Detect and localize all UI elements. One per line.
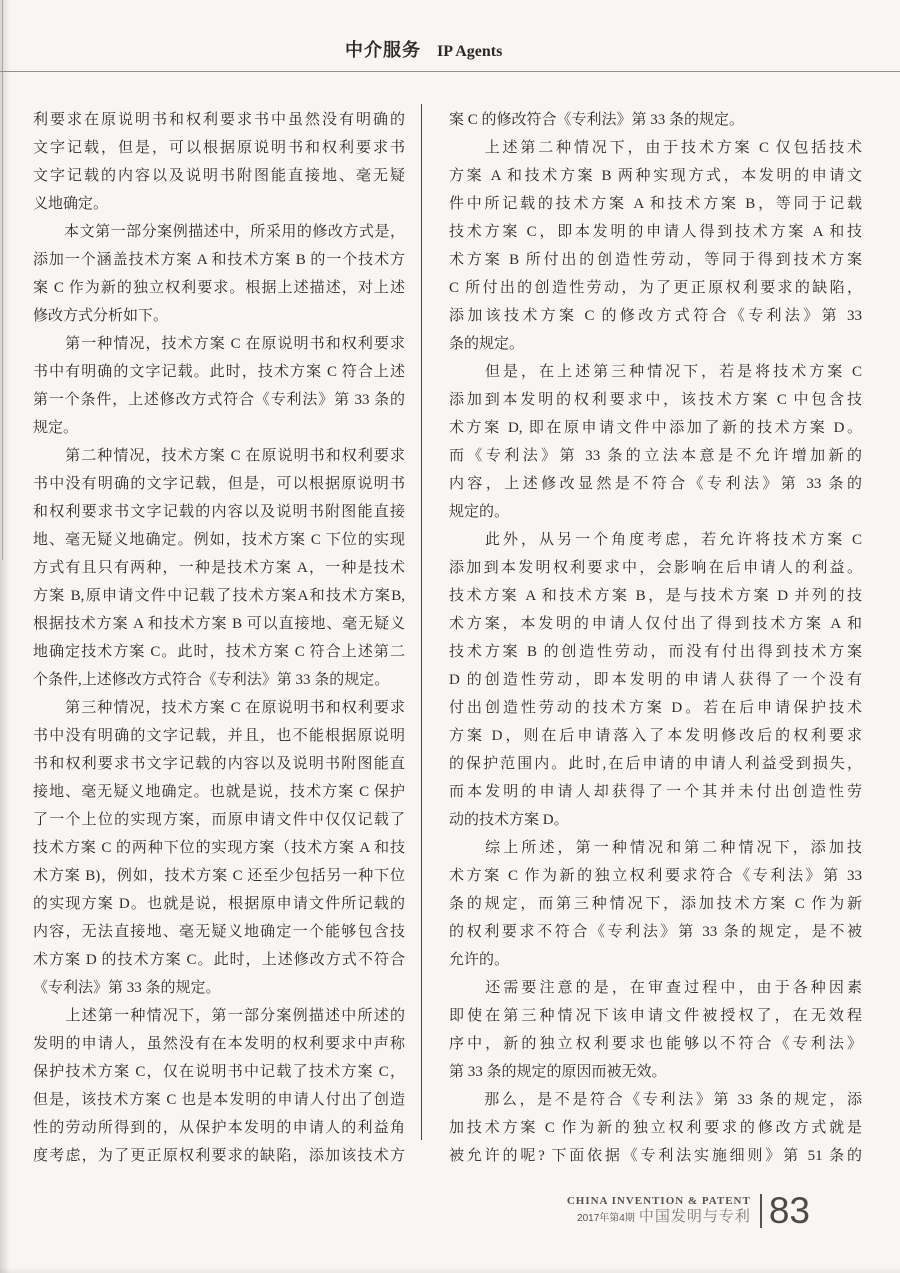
text-line: 被允许的呢? 下面依据《专利法实施细则》第 51 条的 (449, 1148, 862, 1164)
text-line: 但是，该技术方案 C 也是本发明的申请人付出了创造 (33, 1092, 405, 1108)
journal-name-en: CHINA INVENTION & PATENT (566, 1194, 751, 1207)
text-line: 接地、毫无疑义地确定。也就是说，技术方案 C 保护 (33, 784, 405, 800)
section-title-cn: 中介服务 (345, 40, 421, 60)
text-line: 书和权利要求书文字记载的内容以及说明书附图能直 (33, 756, 405, 772)
text-line: 术方案 D 的技术方案 C。此时，上述修改方式不符合 (33, 952, 405, 968)
text-line: 和权利要求书文字记载的内容以及说明书附图能直接 (33, 504, 405, 520)
text-line: 术方案 B 所付出的创造性劳动，等同于得到技术方案 (449, 252, 862, 268)
text-line: 而本发明的申请人却获得了一个其并未付出创造性劳 (449, 784, 862, 800)
text-line: 个条件,上述修改方式符合《专利法》第 33 条的规定。 (33, 672, 390, 688)
text-line: 技术方案 C 的两种下位的实现方案（技术方案 A 和技 (33, 840, 405, 856)
text-line: 技术方案 B 的创造性劳动，而没有付出得到技术方案 (449, 644, 862, 660)
text-line: 文字记载，但是，可以根据原说明书和权利要求书 (33, 140, 405, 156)
text-line: 动的技术方案 D。 (449, 812, 569, 828)
text-line: 内容，上述修改显然是不符合《专利法》第 33 条的 (449, 476, 862, 492)
text-line: 了一个上位的实现方案，而原申请文件中仅仅记载了 (33, 812, 405, 828)
journal-info (567, 1195, 751, 1226)
page-number: 83 (768, 1190, 810, 1231)
text-line: 书中没有明确的文字记载，但是，可以根据原说明书 (33, 476, 405, 492)
text-line: 地确定技术方案 C。此时，技术方案 C 符合上述第二 (33, 644, 405, 660)
text-line: 加技术方案 C 作为新的独立权利要求的修改方式就是 (449, 1120, 862, 1136)
text-line: 方案 D，则在后申请落入了本发明修改后的权利要求 (449, 728, 862, 744)
text-line: 规定的。 (449, 504, 510, 520)
text-line: 技术方案 C，即本发明的申请人得到技术方案 A 和技 (449, 224, 862, 240)
text-line: 根据技术方案 A 和技术方案 B 可以直接地、毫无疑义 (33, 616, 405, 632)
text-line: 发明的申请人，虽然没有在本发明的权利要求中声称 (33, 1036, 405, 1052)
scan-left-edge-line (2, 0, 3, 560)
text-line: 术方案 D, 即在原申请文件中添加了新的技术方案 D。 (449, 420, 862, 436)
text-line: 允许的。 (449, 952, 510, 968)
text-line: 利要求在原说明书和权利要求书中虽然没有明确的 (33, 112, 405, 128)
text-line: 方案 B,原申请文件中记载了技术方案A和技术方案B, (33, 588, 405, 604)
text-line: D 的创造性劳动，即本发明的申请人获得了一个没有 (449, 672, 862, 688)
text-line: 第二种情况，技术方案 C 在原说明书和权利要求 (33, 448, 405, 464)
text-line: 此外，从另一个角度考虑，若允许将技术方案 C (449, 532, 862, 548)
text-line: 术方案 B)，例如，技术方案 C 还至少包括另一种下位 (33, 868, 405, 884)
text-line: 性的劳动所得到的，从保护本发明的申请人的利益角 (33, 1120, 405, 1136)
footer-divider-bar (760, 1194, 762, 1228)
text-line: 内容，无法直接地、毫无疑义地确定一个能够包含技 (33, 924, 405, 940)
text-line: 案 C 作为新的独立权利要求。根据上述描述，对上述 (33, 280, 405, 296)
text-line: 《专利法》第 33 条的规定。 (33, 980, 221, 996)
page-footer (567, 1192, 810, 1229)
text-line: 那么，是不是符合《专利法》第 33 条的规定，添 (449, 1092, 862, 1108)
text-line: 度考虑，为了更正原权利要求的缺陷，添加该技术方 (33, 1148, 405, 1164)
text-line: 术方案，本发明的申请人仅付出了得到技术方案 A 和 (449, 616, 862, 632)
text-line: 案 C 的修改符合《专利法》第 33 条的规定。 (449, 112, 745, 128)
text-line: 第一种情况，技术方案 C 在原说明书和权利要求 (33, 336, 405, 352)
text-line: 文字记载的内容以及说明书附图能直接地、毫无疑 (33, 168, 405, 184)
issue-label: 2017年第4期 (577, 1212, 635, 1224)
text-line: 义地确定。 (33, 196, 109, 212)
text-line: 方案 A 和技术方案 B 两种实现方式，本发明的申请文 (449, 168, 862, 184)
journal-name-cn: 中国发明与专利 (638, 1207, 751, 1225)
text-line: 而《专利法》第 33 条的立法本意是不允许增加新的 (449, 448, 862, 464)
text-line: 付出创造性劳动的技术方案 D。若在后申请保护技术 (449, 700, 862, 716)
text-line: 上述第一种情况下，第一部分案例描述中所述的 (33, 1008, 405, 1024)
text-line: 添加到本发明权利要求中，会影响在后申请人的利益。 (449, 560, 862, 576)
page-header (345, 36, 502, 62)
text-line: 本文第一部分案例描述中，所采用的修改方式是， (33, 224, 405, 240)
text-line: 但是，在上述第三种情况下，若是将技术方案 C (449, 364, 862, 380)
text-line: 的实现方案 D。也就是说，根据原申请文件所记载的 (33, 896, 405, 912)
column-divider (421, 104, 422, 1140)
text-line: 第 33 条的规定的原因而被无效。 (449, 1064, 667, 1080)
text-line: 方式有且只有两种，一种是技术方案 A，一种是技术 (33, 560, 405, 576)
text-line: 保护技术方案 C，仅在说明书中记载了技术方案 C， (33, 1064, 405, 1080)
text-line: 序中，新的独立权利要求也能够以不符合《专利法》 (449, 1036, 862, 1052)
section-title-en: IP Agents (437, 43, 503, 60)
text-line: 第一个条件，上述修改方式符合《专利法》第 33 条的 (33, 392, 405, 408)
text-line: 上述第二种情况下，由于技术方案 C 仅包括技术 (449, 140, 862, 156)
text-line: 条的规定，而第三种情况下，添加技术方案 C 作为新 (449, 896, 862, 912)
text-line: 还需要注意的是，在审查过程中，由于各种因素 (449, 980, 862, 996)
text-line: C 所付出的创造性劳动，为了更正原权利要求的缺陷， (449, 280, 862, 296)
text-line: 添加一个涵盖技术方案 A 和技术方案 B 的一个技术方 (33, 252, 405, 268)
column-right (449, 106, 862, 1170)
text-line: 的保护范围内。此时,在后申请的申请人利益受到损失， (449, 756, 862, 772)
header-rule (0, 71, 900, 72)
text-line: 书中没有明确的文字记载，并且，也不能根据原说明 (33, 728, 405, 744)
text-line: 条的规定。 (449, 336, 525, 352)
text-line: 地、毫无疑义地确定。例如，技术方案 C 下位的实现 (33, 532, 405, 548)
scan-bottom-shadow (0, 1267, 900, 1273)
column-left (33, 106, 405, 1170)
text-line: 修改方式分析如下。 (33, 308, 169, 324)
text-line: 规定。 (33, 420, 79, 436)
text-line: 即使在第三种情况下该申请文件被授权了，在无效程 (449, 1008, 862, 1024)
text-line: 添加该技术方案 C 的修改方式符合《专利法》第 33 (449, 308, 862, 324)
text-line: 综上所述，第一种情况和第二种情况下，添加技 (449, 840, 862, 856)
text-line: 件中所记载的技术方案 A 和技术方案 B，等同于记载 (449, 196, 862, 212)
text-line: 书中有明确的文字记载。此时，技术方案 C 符合上述 (33, 364, 405, 380)
text-line: 技术方案 A 和技术方案 B，是与技术方案 D 并列的技 (449, 588, 862, 604)
text-line: 添加到本发明的权利要求中，该技术方案 C 中包含技 (449, 392, 862, 408)
text-line: 第三种情况，技术方案 C 在原说明书和权利要求 (33, 700, 405, 716)
text-line: 的权利要求不符合《专利法》第 33 条的规定，是不被 (449, 924, 862, 940)
text-line: 术方案 C 作为新的独立权利要求符合《专利法》第 33 (449, 868, 862, 884)
